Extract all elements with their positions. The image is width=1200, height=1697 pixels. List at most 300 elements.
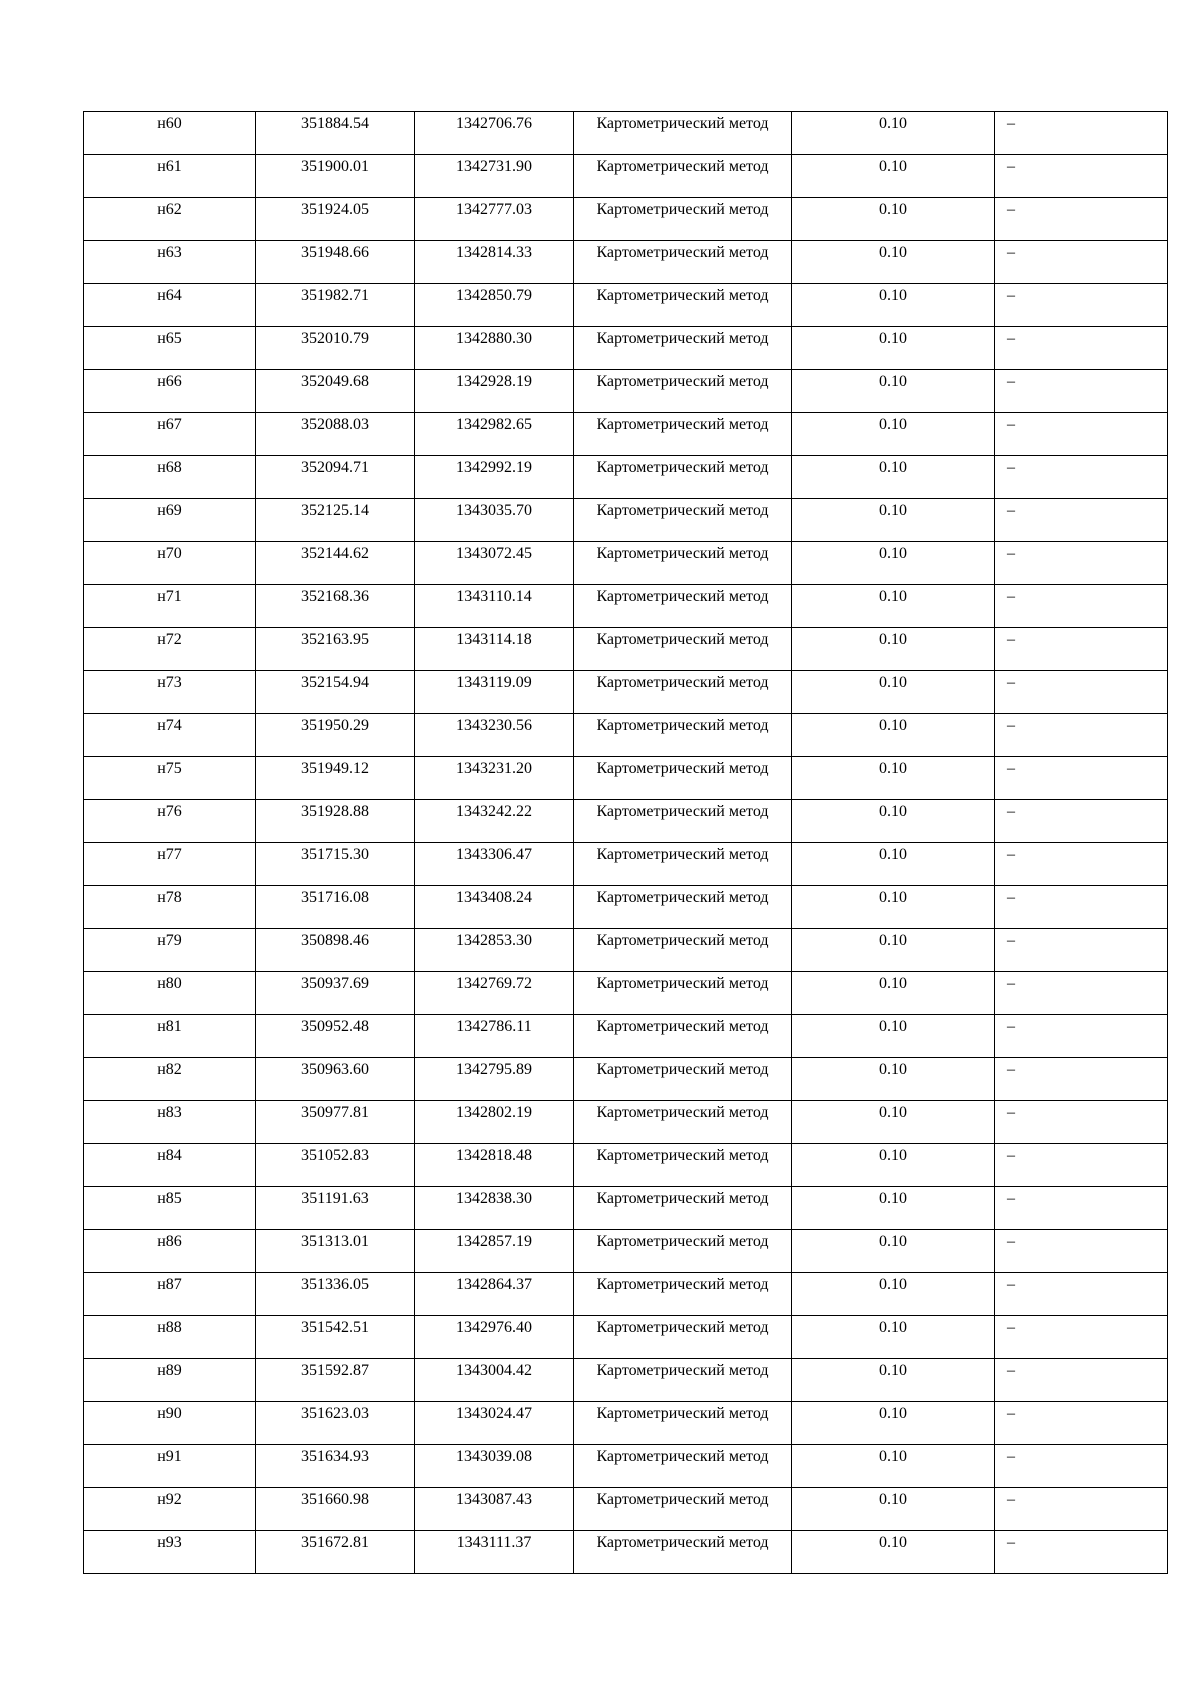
table-row — [84, 972, 1168, 1015]
method-cell — [574, 1359, 792, 1402]
y-coordinate-cell-text: 1343072.45 — [456, 545, 532, 562]
y-coordinate-cell-text: 1342857.19 — [456, 1233, 532, 1250]
method-cell-text: Картометрический метод — [596, 416, 769, 433]
description-cell — [995, 1316, 1168, 1359]
y-coordinate-cell-text: 1342853.30 — [456, 932, 532, 949]
y-coordinate-cell-text: 1343004.42 — [456, 1362, 532, 1379]
method-cell-text: Картометрический метод — [596, 459, 769, 476]
point-name-cell-text: н79 — [157, 932, 182, 949]
y-coordinate-cell — [415, 1144, 574, 1187]
y-coordinate-cell-text: 1342795.89 — [456, 1061, 532, 1078]
x-coordinate-cell — [256, 1445, 415, 1488]
x-coordinate-cell-text: 350963.60 — [301, 1061, 369, 1078]
x-coordinate-cell — [256, 1101, 415, 1144]
table-row — [84, 241, 1168, 284]
accuracy-cell — [792, 284, 995, 327]
point-name-cell-text: н80 — [157, 975, 182, 992]
description-cell — [995, 284, 1168, 327]
y-coordinate-cell — [415, 886, 574, 929]
x-coordinate-cell — [256, 1273, 415, 1316]
point-name-cell — [84, 327, 256, 370]
x-coordinate-cell — [256, 800, 415, 843]
x-coordinate-cell — [256, 499, 415, 542]
description-cell-text: – — [1007, 502, 1015, 519]
y-coordinate-cell — [415, 1359, 574, 1402]
point-name-cell-text: н84 — [157, 1147, 182, 1164]
x-coordinate-cell-text: 351660.98 — [301, 1491, 369, 1508]
x-coordinate-cell — [256, 929, 415, 972]
accuracy-cell — [792, 198, 995, 241]
description-cell-text: – — [1007, 975, 1015, 992]
accuracy-cell — [792, 800, 995, 843]
description-cell — [995, 1402, 1168, 1445]
description-cell — [995, 413, 1168, 456]
method-cell — [574, 456, 792, 499]
accuracy-cell — [792, 499, 995, 542]
point-name-cell — [84, 198, 256, 241]
x-coordinate-cell-text: 351949.12 — [301, 760, 369, 777]
x-coordinate-cell-text: 351950.29 — [301, 717, 369, 734]
method-cell-text: Картометрический метод — [596, 201, 769, 218]
accuracy-cell — [792, 456, 995, 499]
point-name-cell-text: н68 — [157, 459, 182, 476]
y-coordinate-cell-text: 1343230.56 — [456, 717, 532, 734]
y-coordinate-cell-text: 1343039.08 — [456, 1448, 532, 1465]
y-coordinate-cell — [415, 542, 574, 585]
accuracy-cell — [792, 714, 995, 757]
point-name-cell — [84, 1445, 256, 1488]
method-cell-text: Картометрический метод — [596, 373, 769, 390]
accuracy-cell — [792, 585, 995, 628]
description-cell-text: – — [1007, 545, 1015, 562]
accuracy-cell — [792, 1015, 995, 1058]
method-cell — [574, 1488, 792, 1531]
accuracy-cell — [792, 886, 995, 929]
method-cell — [574, 198, 792, 241]
accuracy-cell — [792, 241, 995, 284]
description-cell — [995, 843, 1168, 886]
x-coordinate-cell-text: 351715.30 — [301, 846, 369, 863]
accuracy-cell — [792, 1531, 995, 1574]
table-row — [84, 1187, 1168, 1230]
point-name-cell — [84, 542, 256, 585]
y-coordinate-cell-text: 1343408.24 — [456, 889, 532, 906]
x-coordinate-cell — [256, 1058, 415, 1101]
table-row — [84, 198, 1168, 241]
table-row — [84, 1144, 1168, 1187]
description-cell-text: – — [1007, 1491, 1015, 1508]
x-coordinate-cell — [256, 628, 415, 671]
point-name-cell — [84, 929, 256, 972]
method-cell-text: Картометрический метод — [596, 115, 769, 132]
description-cell-text: – — [1007, 1319, 1015, 1336]
description-cell-text: – — [1007, 201, 1015, 218]
description-cell-text: – — [1007, 1448, 1015, 1465]
y-coordinate-cell-text: 1343242.22 — [456, 803, 532, 820]
x-coordinate-cell-text: 351900.01 — [301, 158, 369, 175]
point-name-cell — [84, 886, 256, 929]
y-coordinate-cell-text: 1342814.33 — [456, 244, 532, 261]
table-row — [84, 800, 1168, 843]
description-cell-text: – — [1007, 932, 1015, 949]
method-cell-text: Картометрический метод — [596, 1018, 769, 1035]
method-cell — [574, 757, 792, 800]
y-coordinate-cell — [415, 628, 574, 671]
method-cell-text: Картометрический метод — [596, 330, 769, 347]
accuracy-cell-text: 0.10 — [879, 674, 907, 691]
point-name-cell-text: н65 — [157, 330, 182, 347]
y-coordinate-cell-text: 1342818.48 — [456, 1147, 532, 1164]
description-cell-text: – — [1007, 1018, 1015, 1035]
method-cell — [574, 241, 792, 284]
point-name-cell-text: н69 — [157, 502, 182, 519]
y-coordinate-cell — [415, 370, 574, 413]
description-cell-text: – — [1007, 1104, 1015, 1121]
y-coordinate-cell-text: 1342982.65 — [456, 416, 532, 433]
point-name-cell — [84, 413, 256, 456]
description-cell — [995, 456, 1168, 499]
x-coordinate-cell-text: 351052.83 — [301, 1147, 369, 1164]
description-cell — [995, 241, 1168, 284]
y-coordinate-cell-text: 1342731.90 — [456, 158, 532, 175]
accuracy-cell-text: 0.10 — [879, 975, 907, 992]
description-cell-text: – — [1007, 1362, 1015, 1379]
method-cell — [574, 1187, 792, 1230]
method-cell-text: Картометрический метод — [596, 1405, 769, 1422]
point-name-cell-text: н67 — [157, 416, 182, 433]
y-coordinate-cell — [415, 1187, 574, 1230]
point-name-cell-text: н70 — [157, 545, 182, 562]
description-cell — [995, 714, 1168, 757]
point-name-cell-text: н86 — [157, 1233, 182, 1250]
point-name-cell-text: н61 — [157, 158, 182, 175]
x-coordinate-cell-text: 350977.81 — [301, 1104, 369, 1121]
x-coordinate-cell — [256, 198, 415, 241]
x-coordinate-cell — [256, 1359, 415, 1402]
method-cell-text: Картометрический метод — [596, 1319, 769, 1336]
accuracy-cell — [792, 1359, 995, 1402]
x-coordinate-cell-text: 352094.71 — [301, 459, 369, 476]
point-name-cell — [84, 1058, 256, 1101]
table-row — [84, 112, 1168, 155]
point-name-cell — [84, 456, 256, 499]
description-cell — [995, 370, 1168, 413]
method-cell-text: Картометрический метод — [596, 158, 769, 175]
table-row — [84, 886, 1168, 929]
x-coordinate-cell-text: 352168.36 — [301, 588, 369, 605]
accuracy-cell-text: 0.10 — [879, 588, 907, 605]
y-coordinate-cell — [415, 757, 574, 800]
description-cell — [995, 800, 1168, 843]
accuracy-cell-text: 0.10 — [879, 1104, 907, 1121]
x-coordinate-cell — [256, 714, 415, 757]
point-name-cell — [84, 241, 256, 284]
table-row — [84, 1488, 1168, 1531]
method-cell-text: Картометрический метод — [596, 1061, 769, 1078]
accuracy-cell — [792, 542, 995, 585]
description-cell-text: – — [1007, 244, 1015, 261]
accuracy-cell — [792, 370, 995, 413]
method-cell — [574, 413, 792, 456]
method-cell-text: Картометрический метод — [596, 803, 769, 820]
point-name-cell-text: н81 — [157, 1018, 182, 1035]
x-coordinate-cell-text: 352125.14 — [301, 502, 369, 519]
accuracy-cell — [792, 1230, 995, 1273]
method-cell-text: Картометрический метод — [596, 1104, 769, 1121]
method-cell — [574, 112, 792, 155]
accuracy-cell — [792, 1273, 995, 1316]
accuracy-cell — [792, 112, 995, 155]
description-cell-text: – — [1007, 330, 1015, 347]
accuracy-cell-text: 0.10 — [879, 459, 907, 476]
method-cell — [574, 542, 792, 585]
accuracy-cell — [792, 843, 995, 886]
table-row — [84, 1058, 1168, 1101]
y-coordinate-cell — [415, 1488, 574, 1531]
point-name-cell — [84, 112, 256, 155]
accuracy-cell-text: 0.10 — [879, 803, 907, 820]
accuracy-cell-text: 0.10 — [879, 545, 907, 562]
x-coordinate-cell — [256, 327, 415, 370]
description-cell — [995, 757, 1168, 800]
x-coordinate-cell-text: 351623.03 — [301, 1405, 369, 1422]
method-cell — [574, 370, 792, 413]
x-coordinate-cell — [256, 370, 415, 413]
x-coordinate-cell — [256, 1144, 415, 1187]
description-cell — [995, 542, 1168, 585]
method-cell-text: Картометрический метод — [596, 1276, 769, 1293]
method-cell-text: Картометрический метод — [596, 1147, 769, 1164]
point-name-cell — [84, 1316, 256, 1359]
accuracy-cell — [792, 1488, 995, 1531]
method-cell — [574, 1445, 792, 1488]
table-row — [84, 585, 1168, 628]
method-cell-text: Картометрический метод — [596, 631, 769, 648]
point-name-cell — [84, 1531, 256, 1574]
table-row — [84, 1316, 1168, 1359]
point-name-cell-text: н74 — [157, 717, 182, 734]
y-coordinate-cell-text: 1343114.18 — [456, 631, 532, 648]
accuracy-cell-text: 0.10 — [879, 1448, 907, 1465]
description-cell-text: – — [1007, 158, 1015, 175]
description-cell — [995, 1488, 1168, 1531]
method-cell-text: Картометрический метод — [596, 588, 769, 605]
point-name-cell-text: н92 — [157, 1491, 182, 1508]
x-coordinate-cell-text: 350898.46 — [301, 932, 369, 949]
accuracy-cell-text: 0.10 — [879, 502, 907, 519]
description-cell — [995, 1531, 1168, 1574]
table-row — [84, 628, 1168, 671]
method-cell-text: Картометрический метод — [596, 502, 769, 519]
accuracy-cell-text: 0.10 — [879, 1233, 907, 1250]
description-cell-text: – — [1007, 760, 1015, 777]
point-name-cell — [84, 155, 256, 198]
description-cell-text: – — [1007, 1147, 1015, 1164]
point-name-cell-text: н93 — [157, 1534, 182, 1551]
y-coordinate-cell — [415, 714, 574, 757]
x-coordinate-cell-text: 351191.63 — [301, 1190, 369, 1207]
y-coordinate-cell-text: 1342769.72 — [456, 975, 532, 992]
x-coordinate-cell — [256, 1316, 415, 1359]
y-coordinate-cell — [415, 1402, 574, 1445]
method-cell — [574, 1230, 792, 1273]
accuracy-cell-text: 0.10 — [879, 1147, 907, 1164]
y-coordinate-cell-text: 1342992.19 — [456, 459, 532, 476]
table-row — [84, 456, 1168, 499]
table-row — [84, 1273, 1168, 1316]
description-cell — [995, 499, 1168, 542]
method-cell-text: Картометрический метод — [596, 1448, 769, 1465]
table-row — [84, 155, 1168, 198]
method-cell — [574, 327, 792, 370]
x-coordinate-cell — [256, 843, 415, 886]
y-coordinate-cell-text: 1343035.70 — [456, 502, 532, 519]
point-name-cell — [84, 1488, 256, 1531]
description-cell — [995, 1359, 1168, 1402]
point-name-cell — [84, 1230, 256, 1273]
point-name-cell-text: н60 — [157, 115, 182, 132]
method-cell-text: Картометрический метод — [596, 1491, 769, 1508]
x-coordinate-cell — [256, 1488, 415, 1531]
accuracy-cell — [792, 413, 995, 456]
y-coordinate-cell-text: 1342880.30 — [456, 330, 532, 347]
method-cell — [574, 1273, 792, 1316]
y-coordinate-cell-text: 1342976.40 — [456, 1319, 532, 1336]
description-cell — [995, 1144, 1168, 1187]
accuracy-cell — [792, 1445, 995, 1488]
method-cell-text: Картометрический метод — [596, 975, 769, 992]
method-cell — [574, 1101, 792, 1144]
accuracy-cell-text: 0.10 — [879, 1276, 907, 1293]
point-name-cell-text: н64 — [157, 287, 182, 304]
y-coordinate-cell — [415, 241, 574, 284]
accuracy-cell-text: 0.10 — [879, 1405, 907, 1422]
point-name-cell-text: н88 — [157, 1319, 182, 1336]
point-name-cell — [84, 370, 256, 413]
point-name-cell — [84, 800, 256, 843]
y-coordinate-cell-text: 1343024.47 — [456, 1405, 532, 1422]
method-cell-text: Картометрический метод — [596, 717, 769, 734]
accuracy-cell — [792, 327, 995, 370]
y-coordinate-cell — [415, 1531, 574, 1574]
point-name-cell — [84, 1402, 256, 1445]
description-cell — [995, 1230, 1168, 1273]
y-coordinate-cell — [415, 1273, 574, 1316]
table-row — [84, 542, 1168, 585]
y-coordinate-cell-text: 1343231.20 — [456, 760, 532, 777]
accuracy-cell-text: 0.10 — [879, 1491, 907, 1508]
description-cell-text: – — [1007, 1190, 1015, 1207]
x-coordinate-cell-text: 352163.95 — [301, 631, 369, 648]
method-cell-text: Картометрический метод — [596, 674, 769, 691]
x-coordinate-cell-text: 352144.62 — [301, 545, 369, 562]
x-coordinate-cell — [256, 1015, 415, 1058]
accuracy-cell — [792, 628, 995, 671]
table-row — [84, 499, 1168, 542]
y-coordinate-cell — [415, 284, 574, 327]
y-coordinate-cell-text: 1343119.09 — [456, 674, 532, 691]
method-cell — [574, 1316, 792, 1359]
description-cell — [995, 327, 1168, 370]
x-coordinate-cell — [256, 542, 415, 585]
x-coordinate-cell — [256, 241, 415, 284]
accuracy-cell — [792, 1316, 995, 1359]
y-coordinate-cell — [415, 198, 574, 241]
table-row — [84, 1015, 1168, 1058]
coordinates-table — [83, 111, 1168, 1574]
method-cell — [574, 155, 792, 198]
y-coordinate-cell-text: 1342928.19 — [456, 373, 532, 390]
table-row — [84, 1101, 1168, 1144]
accuracy-cell — [792, 155, 995, 198]
accuracy-cell-text: 0.10 — [879, 330, 907, 347]
point-name-cell — [84, 1273, 256, 1316]
description-cell-text: – — [1007, 416, 1015, 433]
table-row — [84, 929, 1168, 972]
table-row — [84, 714, 1168, 757]
x-coordinate-cell — [256, 155, 415, 198]
point-name-cell — [84, 585, 256, 628]
x-coordinate-cell-text: 351313.01 — [301, 1233, 369, 1250]
description-cell-text: – — [1007, 1061, 1015, 1078]
x-coordinate-cell — [256, 671, 415, 714]
table-row — [84, 757, 1168, 800]
x-coordinate-cell — [256, 757, 415, 800]
y-coordinate-cell — [415, 1230, 574, 1273]
accuracy-cell — [792, 929, 995, 972]
method-cell — [574, 671, 792, 714]
method-cell-text: Картометрический метод — [596, 244, 769, 261]
point-name-cell — [84, 284, 256, 327]
x-coordinate-cell-text: 351716.08 — [301, 889, 369, 906]
description-cell — [995, 671, 1168, 714]
x-coordinate-cell — [256, 972, 415, 1015]
description-cell — [995, 1187, 1168, 1230]
y-coordinate-cell-text: 1342777.03 — [456, 201, 532, 218]
accuracy-cell-text: 0.10 — [879, 1190, 907, 1207]
accuracy-cell-text: 0.10 — [879, 1534, 907, 1551]
description-cell-text: – — [1007, 287, 1015, 304]
x-coordinate-cell — [256, 413, 415, 456]
accuracy-cell-text: 0.10 — [879, 416, 907, 433]
point-name-cell — [84, 757, 256, 800]
method-cell — [574, 929, 792, 972]
method-cell — [574, 1531, 792, 1574]
y-coordinate-cell-text: 1342802.19 — [456, 1104, 532, 1121]
y-coordinate-cell — [415, 929, 574, 972]
y-coordinate-cell-text: 1342864.37 — [456, 1276, 532, 1293]
x-coordinate-cell-text: 350952.48 — [301, 1018, 369, 1035]
accuracy-cell — [792, 1058, 995, 1101]
method-cell — [574, 843, 792, 886]
point-name-cell-text: н72 — [157, 631, 182, 648]
point-name-cell — [84, 1187, 256, 1230]
y-coordinate-cell — [415, 671, 574, 714]
method-cell-text: Картометрический метод — [596, 545, 769, 562]
y-coordinate-cell-text: 1343306.47 — [456, 846, 532, 863]
accuracy-cell-text: 0.10 — [879, 717, 907, 734]
point-name-cell — [84, 628, 256, 671]
accuracy-cell-text: 0.10 — [879, 1362, 907, 1379]
description-cell — [995, 198, 1168, 241]
table-row — [84, 1445, 1168, 1488]
point-name-cell — [84, 843, 256, 886]
method-cell — [574, 886, 792, 929]
accuracy-cell-text: 0.10 — [879, 631, 907, 648]
description-cell — [995, 1058, 1168, 1101]
x-coordinate-cell-text: 352049.68 — [301, 373, 369, 390]
y-coordinate-cell — [415, 456, 574, 499]
